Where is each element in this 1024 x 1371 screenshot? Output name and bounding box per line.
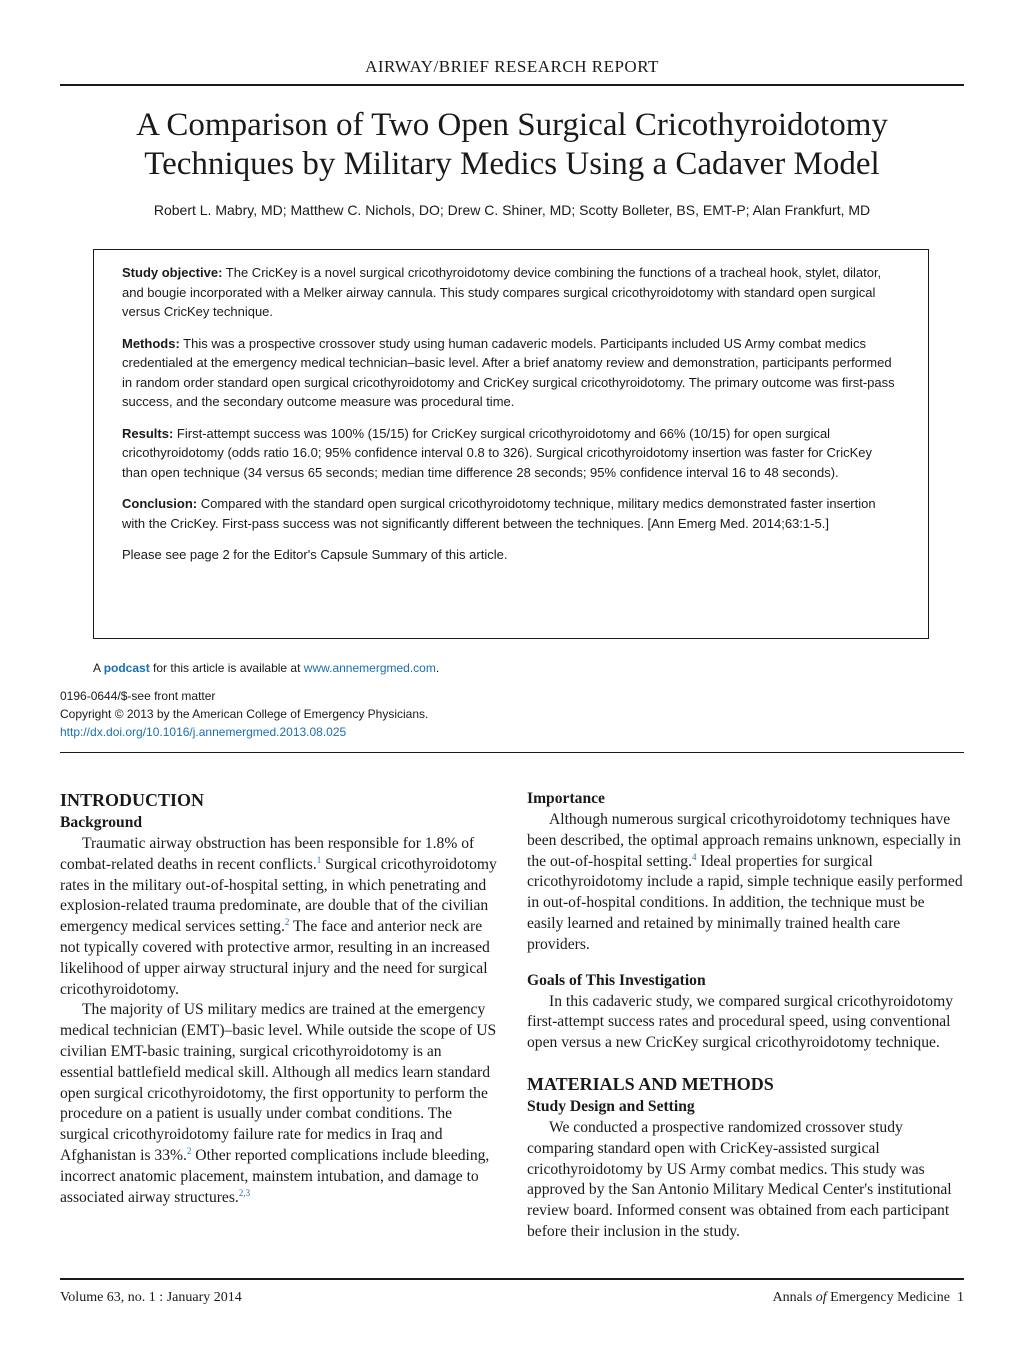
doi-link[interactable]: http://dx.doi.org/10.1016/j.annemergmed.2013.08.025: [60, 725, 347, 739]
background-paragraph-1: [60, 834, 498, 1000]
page-number: 1: [957, 1290, 964, 1305]
citation-ref[interactable]: 2: [186, 1145, 192, 1156]
author-list: Robert L. Mabry, MD; Matthew C. Nichols, DO; Drew C. Shiner, MD; Scotty Bolleter, BS, EMT-P; Alan Frankfurt, MD: [153, 202, 871, 218]
study-design-paragraph: We conducted a prospective randomized crossover study comparing standard open with CricKey-assisted surgical cricothyroidotomy by US Army combat medics. This study was approved by the San Antonio Military Medical Center's institutional review board. Informed consent was obtained from each participant before their inclusion in the study.: [527, 1118, 952, 1240]
importance-text-b: Ideal properties for surgical cricothyroidotomy include a rapid, simple technique easily performed in out-of-hospital conditions. In addition, the technique must be easily learned and retained by minimally trained health care providers.: [527, 852, 963, 953]
section-header: AIRWAY/BRIEF RESEARCH REPORT: [365, 57, 659, 76]
objective-text: The CricKey is a novel surgical cricothyroidotomy device combining the functions of a tracheal hook, stylet, dilator, and bougie incorporated with a Melker airway cannula. This study compares surgical cricothyroidotomy with standard open surgical versus CricKey technique.: [122, 265, 882, 319]
goals-paragraph: In this cadaveric study, we compared surgical cricothyroidotomy first-attempt success rates and procedural speed, using conventional open versus a new CricKey surgical cricothyroidotomy technique.: [527, 992, 954, 1052]
journal-url-link[interactable]: www.annemergmed.com: [303, 661, 436, 675]
background-paragraph-2: [60, 1000, 498, 1208]
importance-paragraph: [527, 810, 964, 956]
citation-ref[interactable]: 2: [284, 917, 290, 928]
title-line-1: A Comparison of Two Open Surgical Cricothyroidotomy: [136, 107, 888, 143]
article-title: [60, 106, 964, 184]
abstract-results: [122, 424, 900, 483]
study-design-heading: Study Design and Setting: [527, 1097, 695, 1115]
footer-rule: [60, 1278, 964, 1280]
header-rule: [60, 84, 964, 86]
footer-journal: [773, 1290, 964, 1306]
citation-ref[interactable]: 2,3: [238, 1187, 251, 1198]
background-p2-text-b: Other reported complications include bleeding, incorrect anatomic placement, mainstem intubation, and damage to associated airway structures.: [60, 1146, 490, 1206]
methods-heading: MATERIALS AND METHODS: [527, 1073, 774, 1094]
objective-label: Study objective:: [122, 265, 223, 280]
conclusion-text: Compared with the standard open surgical cricothyroidotomy technique, military medics demonstrated faster insertion with the CricKey. First-pass success was not significantly different between the techniques. [Ann Emerg Med. 2014;63:1-5.]: [122, 496, 876, 531]
article-meta: [60, 687, 428, 741]
capsule-note: Please see page 2 for the Editor's Capsule Summary of this article.: [122, 547, 508, 562]
citation-ref[interactable]: 4: [692, 851, 697, 862]
background-p1-text-b: Surgical cricothyroidotomy rates in the military out-of-hospital setting, in which penetrating and explosion-related trauma predominate, are double that of the civilian emergency medical services setting.: [60, 855, 497, 936]
podcast-middle: for this article is available at: [149, 661, 304, 675]
background-p2-text-a: The majority of US military medics are trained at the emergency medical technician (EMT)–basic level. While outside the scope of US civilian EMT-basic training, surgical cricothyroidotomy is an essential battlefield medical skill. Although all medics learn standard open surgical cricothyroidotomy, the first opportunity to perform the procedure on a patient is usually under combat conditions. The surgical cricothyroidotomy failure rate for medics in Iraq and Afghanistan is 33%.: [60, 1001, 497, 1164]
abstract-box: [93, 249, 929, 639]
abstract-methods: [122, 334, 900, 412]
methods-text: This was a prospective crossover study using human cadaveric models. Participants included US Army combat medics credentialed at the emergency medical technician–basic level. After a brief anatomy review and demonstration, participants performed in random order standard open surgical cricothyroidotomy and CricKey surgical cricothyroidotomy. The primary outcome was first-pass success, and the secondary outcome measure was procedural time.: [122, 335, 895, 409]
podcast-link[interactable]: podcast: [103, 661, 150, 675]
introduction-heading: INTRODUCTION: [60, 790, 205, 810]
importance-heading: Importance: [527, 790, 605, 807]
background-p1-text-a: Traumatic airway obstruction has been responsible for 1.8% of combat-related deaths in recent conflicts.: [60, 835, 475, 873]
title-line-2: Techniques by Military Medics Using a Cadaver Model: [144, 146, 880, 182]
journal-name-b: Emergency Medicine: [826, 1290, 950, 1305]
spacer: [527, 956, 964, 970]
spacer: [527, 1054, 964, 1072]
body-left-column: [60, 788, 498, 1208]
issn-line: 0196-0644/$-see front matter: [60, 689, 216, 703]
citation-ref[interactable]: 1: [316, 854, 322, 865]
background-p1-text-c: The face and anterior neck are not typically covered with protective armor, resulting in an increased likelihood of upper airway structural injury and the need for surgical cricothyroidotomy.: [60, 918, 490, 998]
abstract-objective: [122, 263, 900, 322]
results-label: Results:: [122, 425, 174, 441]
footer-volume: Volume 63, no. 1 : January 2014: [60, 1290, 242, 1305]
podcast-prefix: A: [93, 661, 104, 675]
podcast-suffix: .: [435, 661, 440, 675]
journal-name-of: of: [815, 1290, 827, 1305]
results-text: First-attempt success was 100% (15/15) for CricKey surgical cricothyroidotomy and 66% (10/15) for open surgical cricothyroidotomy (odds ratio 16.0; 95% confidence interval 0.8 to 326). Surgical cricothyroidotomy insertion was faster for CricKey than open technique (34 versus 65 seconds; median time difference 28 seconds; 95% confidence interval 16 to 48 seconds).: [122, 425, 873, 480]
journal-name-a: Annals: [772, 1290, 816, 1305]
background-heading: Background: [60, 814, 143, 831]
meta-rule: [60, 752, 964, 753]
methods-label: Methods:: [122, 335, 180, 351]
copyright-line: Copyright © 2013 by the American College of Emergency Physicians.: [60, 707, 429, 721]
importance-text-a: Although numerous surgical cricothyroidotomy techniques have been described, the optimal approach remains unknown, especially in the out-of-hospital setting.: [527, 811, 961, 870]
abstract-conclusion: [122, 494, 900, 533]
conclusion-label: Conclusion:: [122, 496, 198, 511]
body-right-column: [527, 788, 964, 1243]
goals-heading: Goals of This Investigation: [527, 971, 706, 989]
podcast-line: [93, 661, 439, 675]
